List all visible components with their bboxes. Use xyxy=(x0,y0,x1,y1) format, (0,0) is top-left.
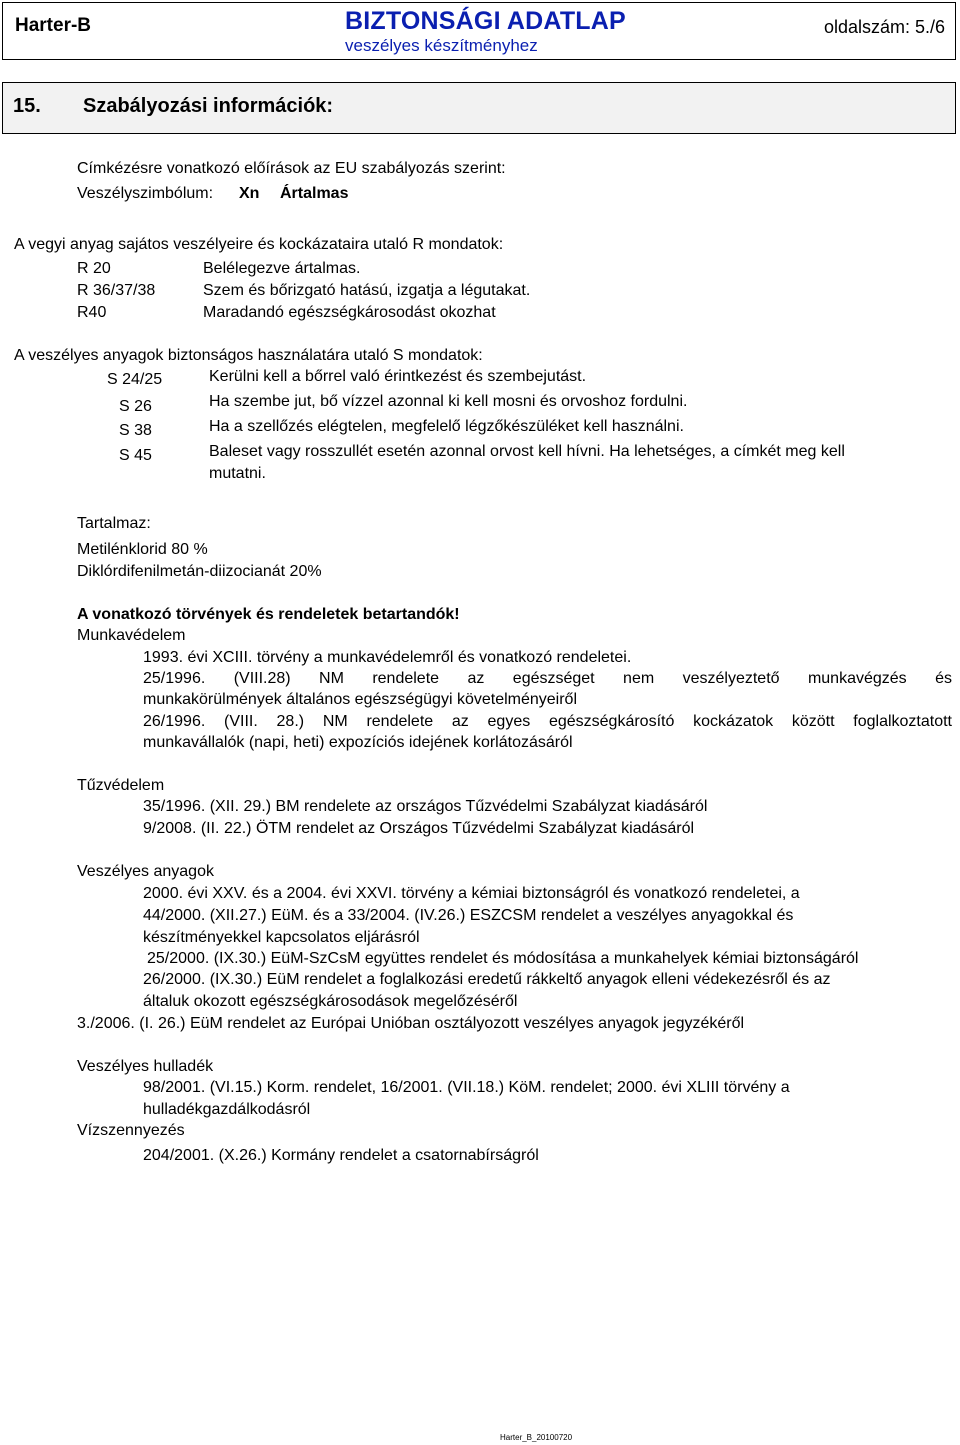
r-phrase-text: Maradandó egészségkárosodást okozhat xyxy=(203,304,496,321)
r-phrase-code: R 36/37/38 xyxy=(77,282,156,299)
contents-label: Tartalmaz: xyxy=(77,515,151,532)
document-subtitle: veszélyes készítményhez xyxy=(345,36,538,55)
r-phrase-text: Belélegezve ártalmas. xyxy=(203,260,361,277)
hazardous-waste-label: Veszélyes hulladék xyxy=(77,1058,214,1075)
r-phrases-intro: A vegyi anyag sajátos veszélyeire és kockázataira utaló R mondatok: xyxy=(14,236,504,253)
law-line: munkavállalók (napi, heti) expozíciós idejének korlátozásáról xyxy=(143,734,573,751)
law-line: munkakörülmények általános egészségügyi követelményeiről xyxy=(143,691,578,708)
s-phrase-text: Kerülni kell a bőrrel való érintkezést és szembejutást. xyxy=(209,368,587,385)
s-phrase-text: Ha szembe jut, bő vízzel azonnal ki kell mosni és orvoshoz fordulni. xyxy=(209,393,688,410)
law-line: 26/1996. (VIII. 28.) NM rendelete az egyes egészségkárosító kockázatok között foglalkoztatott xyxy=(143,713,952,730)
water-pollution-label: Vízszennyezés xyxy=(77,1122,185,1139)
s-phrase-code: S 38 xyxy=(119,422,152,439)
hazard-symbol-code: Xn xyxy=(239,185,260,202)
law-line: 9/2008. (II. 22.) ÖTM rendelet az Országos Tűzvédelmi Szabályzat kiadásáról xyxy=(143,820,695,837)
law-line: 25/2000. (IX.30.) EüM-SzCsM együttes rendelet és módosítása a munkahelyek kémiai biztonságáról xyxy=(147,950,859,967)
footer-document-code: Harter_B_20100720 xyxy=(500,1433,573,1442)
hazard-symbol-label: Veszélyszimbólum: xyxy=(77,185,214,202)
ingredient-item: Metilénklorid 80 % xyxy=(77,541,208,558)
law-line: 2000. évi XXV. és a 2004. évi XXVI. törvény a kémiai biztonságról és vonatkozó rendeletei, a xyxy=(143,885,800,902)
labeling-intro: Címkézésre vonatkozó előírások az EU szabályozás szerint: xyxy=(77,160,506,177)
law-line: 35/1996. (XII. 29.) BM rendelete az országos Tűzvédelmi Szabályzat kiadásáról xyxy=(143,798,708,815)
r-phrase-code: R 20 xyxy=(77,260,111,277)
ingredient-item: Diklórdifenilmetán-diizocianát 20% xyxy=(77,563,322,580)
section-title: Szabályozási információk: xyxy=(83,95,334,117)
s-phrase-code: S 26 xyxy=(119,398,152,415)
s-phrase-text: Ha a szellőzés elégtelen, megfelelő légzőkészüléket kell használni. xyxy=(209,418,684,435)
s-phrases-intro: A veszélyes anyagok biztonságos használatára utaló S mondatok: xyxy=(14,347,483,364)
s-phrase-code: S 45 xyxy=(119,447,152,464)
law-line: 25/1996. (VIII.28) NM rendelete az egészséget nem veszélyeztető munkavégzés és xyxy=(143,670,952,687)
hazard-symbol-name: Ártalmas xyxy=(280,185,349,202)
document-title: BIZTONSÁGI ADATLAP xyxy=(345,7,626,35)
s-phrase-text-continued: mutatni. xyxy=(209,465,266,482)
law-line: általuk okozott egészségkárosodások megelőzéséről xyxy=(143,993,518,1010)
section-number: 15. xyxy=(13,95,41,117)
law-line: 204/2001. (X.26.) Kormány rendelet a csatornabírságról xyxy=(143,1147,539,1164)
law-line: 1993. évi XCIII. törvény a munkavédelemről és vonatkozó rendeletei. xyxy=(143,649,632,666)
work-safety-label: Munkavédelem xyxy=(77,627,186,644)
fire-protection-label: Tűzvédelem xyxy=(77,777,165,794)
document-header xyxy=(2,2,956,60)
section-banner xyxy=(2,82,956,134)
law-line: készítményekkel kapcsolatos eljárásról xyxy=(143,929,420,946)
law-line: hulladékgazdálkodásról xyxy=(143,1101,311,1118)
s-phrase-text: Baleset vagy rosszullét esetén azonnal orvost kell hívni. Ha lehetséges, a címkét meg kell xyxy=(209,443,845,460)
r-phrase-text: Szem és bőrizgató hatású, izgatja a légutakat. xyxy=(203,282,531,299)
laws-heading: A vonatkozó törvények és rendeletek betartandók! xyxy=(77,606,460,623)
r-phrase-code: R40 xyxy=(77,304,107,321)
law-line: 98/2001. (VI.15.) Korm. rendelet, 16/2001. (VII.18.) KöM. rendelet; 2000. évi XLIII törvény a xyxy=(143,1079,790,1096)
law-line: 44/2000. (XII.27.) EüM. és a 33/2004. (IV.26.) ESZCSM rendelet a veszélyes anyagokkal és xyxy=(143,907,794,924)
company-name: Harter-B xyxy=(15,15,92,36)
s-phrase-code: S 24/25 xyxy=(107,371,163,388)
page-number: oldalszám: 5./6 xyxy=(823,17,945,37)
law-line: 3./2006. (I. 26.) EüM rendelet az Európai Unióban osztályozott veszélyes anyagok jegyzékéről xyxy=(77,1015,745,1032)
law-line: 26/2000. (IX.30.) EüM rendelet a foglalkozási eredetű rákkeltő anyagok elleni védekezésről és az xyxy=(143,971,831,988)
hazardous-materials-label: Veszélyes anyagok xyxy=(77,863,214,880)
